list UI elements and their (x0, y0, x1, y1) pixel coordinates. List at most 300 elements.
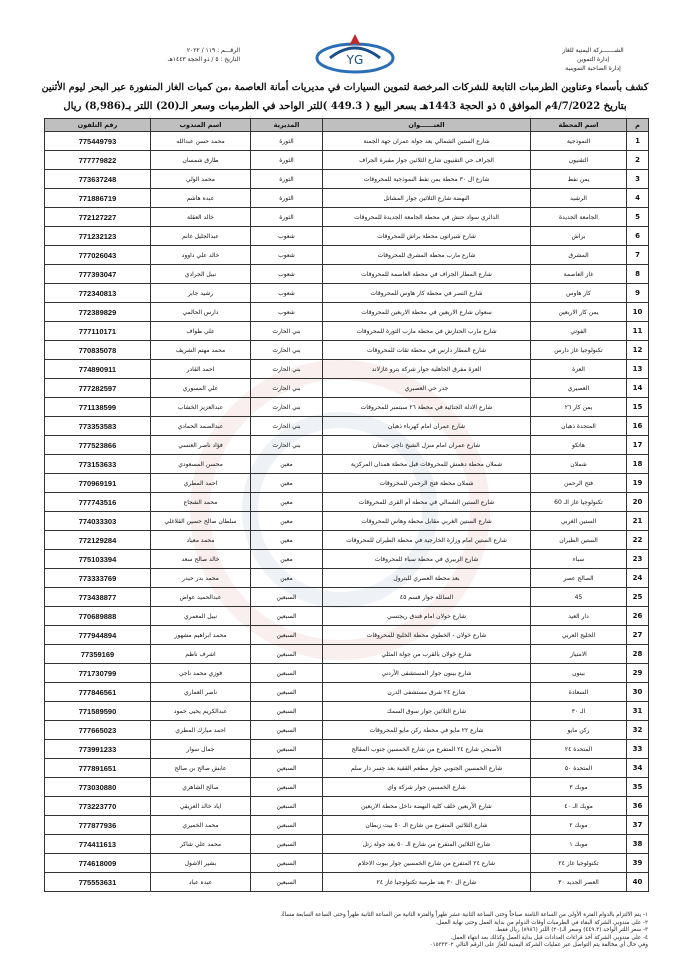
station-address: شارع خولان بالقرب من جولة المثلي (323, 645, 531, 664)
table-row (45, 189, 649, 208)
phone-number: 777743516 (45, 493, 151, 512)
representative-name: نبيل الجرادي (151, 265, 251, 284)
row-index: 10 (627, 303, 649, 322)
station-address: شارع ال ٣٠ بعد طرمبة تكنولوجيا غاز ٢٤ (323, 873, 531, 892)
phone-number: 771589590 (45, 702, 151, 721)
district: معين (251, 531, 323, 550)
row-index: 20 (627, 493, 649, 512)
station-name: المتحدة ٢٤ (531, 740, 627, 759)
station-address: جدر حي العصيري (323, 379, 531, 398)
row-index: 7 (627, 246, 649, 265)
district: شعوب (251, 303, 323, 322)
footnotes (44, 912, 648, 950)
station-address: شارع الادلة الجنائية في محطة ٢٦ سبتمبر للمحروقات (323, 398, 531, 417)
table-row (45, 474, 649, 493)
station-name: موبك ٢ (531, 816, 627, 835)
district: السبعين (251, 797, 323, 816)
station-name: الخليج العربي (531, 626, 627, 645)
station-name: فتح الرحمن (531, 474, 627, 493)
phone-number: 775449793 (45, 132, 151, 151)
station-address: شارع الستين الغربي مقابل محطة وهاس للمحروقات (323, 512, 531, 531)
company-header (538, 46, 648, 73)
row-index: 30 (627, 683, 649, 702)
representative-name: جمال سوار (151, 740, 251, 759)
station-name: الستين الغربي (531, 512, 627, 531)
representative-name: ناصر العماري (151, 683, 251, 702)
table-row (45, 322, 649, 341)
district: شعوب (251, 246, 323, 265)
representative-name: عابش صالح بن صالح (151, 759, 251, 778)
station-address: شارع المطار الجراف في محطة العاصمة للمحروقات (323, 265, 531, 284)
table-row (45, 512, 649, 531)
row-index: 40 (627, 873, 649, 892)
station-address: شارع عمران امام كهرباء ذهبان (323, 417, 531, 436)
row-index: 36 (627, 797, 649, 816)
representative-name: محمد ابراهيم مشهور (151, 626, 251, 645)
district: السبعين (251, 588, 323, 607)
row-index: 8 (627, 265, 649, 284)
station-name: التموذجية (531, 132, 627, 151)
table-row (45, 398, 649, 417)
phone-number: 777891651 (45, 759, 151, 778)
representative-name: رشيد جابر (151, 284, 251, 303)
representative-name: خالد علي داوود (151, 246, 251, 265)
representative-name: خالد صالح سعد (151, 550, 251, 569)
station-address: شارع الزبيري في محطة سباء للمحروقات (323, 550, 531, 569)
station-name: العصر الجديد ٣٠ (531, 873, 627, 892)
table-row (45, 455, 649, 474)
station-name: موبك ٣ (531, 778, 627, 797)
district: بني الحارث (251, 379, 323, 398)
row-index: 23 (627, 550, 649, 569)
district: الثورة (251, 151, 323, 170)
district: بني الحارث (251, 322, 323, 341)
representative-name: اياد خالد العريقي (151, 797, 251, 816)
phone-number: 775553631 (45, 873, 151, 892)
district: السبعين (251, 645, 323, 664)
company-name: الشـــــــركة اليمنية للغاز (562, 47, 624, 54)
document-title: كشف بأسماء وعناوين الطرمبات التابعة للشركات المرخصة لتموين السيارات في مديريات أمانة العاصمة ،من كميات الغاز المنفورة عبر البحر ليوم الأثنين (41, 82, 649, 93)
row-index: 18 (627, 455, 649, 474)
phone-number: 777026043 (45, 246, 151, 265)
district: معين (251, 455, 323, 474)
station-address: شارع مارب محطة المشرق للمحروقات (323, 246, 531, 265)
department-name: إدارة التموين (576, 56, 610, 63)
station-address: شارع النصر في محطة كار هاوس للمحروقات (323, 284, 531, 303)
row-index: 5 (627, 208, 649, 227)
district: السبعين (251, 759, 323, 778)
table-row (45, 645, 649, 664)
station-name: هاتكو (531, 436, 627, 455)
station-address: شارع الثلاثين جوار سوق السمك (323, 702, 531, 721)
station-address: العزة مفرق الجاهلية جوار شركة يترو غازلاند (323, 360, 531, 379)
district: السبعين (251, 721, 323, 740)
stations-table-body (45, 132, 649, 892)
footnote: ٣- سعر اللتر الواحد (٤٤٩.٣) وسعر الـ(٢٠) اللتر (٨٩٨٦) ريال فقط. (495, 927, 648, 933)
table-row (45, 683, 649, 702)
col-header-representative: اسم المندوب (151, 119, 251, 132)
station-address: شارع الستين الشمالي في محطة أم القرى للمحروقات (323, 493, 531, 512)
row-index: 6 (627, 227, 649, 246)
phone-number: 777393047 (45, 265, 151, 284)
col-header-index: م (627, 119, 649, 132)
district: بني الحارث (251, 360, 323, 379)
station-address: شارع ٢٤ شرق مستشفى الدرن (323, 683, 531, 702)
table-row (45, 531, 649, 550)
station-name: موبك الـ ٤٠ (531, 797, 627, 816)
station-address: الدائري سواد حنش في محطة الجامعة الجديدة للمحروقات (323, 208, 531, 227)
district: السبعين (251, 873, 323, 892)
representative-name: بشير الاشول (151, 854, 251, 873)
representative-name: محمد مهتم الشريف (151, 341, 251, 360)
district: معين (251, 512, 323, 531)
table-row (45, 550, 649, 569)
table-header-row (45, 119, 649, 132)
row-index: 39 (627, 854, 649, 873)
row-index: 32 (627, 721, 649, 740)
district: بني الحارث (251, 398, 323, 417)
row-index: 1 (627, 132, 649, 151)
phone-number: 777944894 (45, 626, 151, 645)
row-index: 4 (627, 189, 649, 208)
station-address: شارع خولان امام فندق ريجنسي (323, 607, 531, 626)
row-index: 28 (627, 645, 649, 664)
phone-number: 771138599 (45, 398, 151, 417)
station-address: النهضة شارع الثلاثين جوار المشاتل (323, 189, 531, 208)
station-address: شارع الخمسين الجنوبي جوار مطعم القفية بعد جسر دار سلم (323, 759, 531, 778)
representative-name: محمد بدر حيدر (151, 569, 251, 588)
row-index: 11 (627, 322, 649, 341)
representative-name: دارس الحالمي (151, 303, 251, 322)
table-row (45, 607, 649, 626)
district: الثورة (251, 189, 323, 208)
row-index: 3 (627, 170, 649, 189)
footnote: ٢- على مندوبي الشركة البقاء في الطرمبات أوقات الدوام من بداية العمل وحتى نهاية العمل. (435, 919, 648, 926)
row-index: 29 (627, 664, 649, 683)
row-index: 13 (627, 360, 649, 379)
sub-department-name: إدارة الصاحبة التموينية (565, 65, 621, 72)
phone-number: 774411613 (45, 835, 151, 854)
table-row (45, 778, 649, 797)
row-index: 15 (627, 398, 649, 417)
company-logo-icon (300, 28, 410, 78)
table-row (45, 759, 649, 778)
table-row (45, 417, 649, 436)
phone-number: 771730799 (45, 664, 151, 683)
station-name: العزة (531, 360, 627, 379)
row-index: 33 (627, 740, 649, 759)
station-address: سعوان شارع الاربعين في محطة الاربعين للمحروقات (323, 303, 531, 322)
district: شعوب (251, 227, 323, 246)
district: بني الحارث (251, 417, 323, 436)
station-name: الـ ٣٠ (531, 702, 627, 721)
phone-number: 773223770 (45, 797, 151, 816)
district: السبعين (251, 740, 323, 759)
table-row (45, 208, 649, 227)
representative-name: عبدالصمد الحمادي (151, 417, 251, 436)
station-address: شارع الثلاثين المتفرع من شارع الـ ٥٠ بعد جولة رتل (323, 835, 531, 854)
table-row (45, 265, 649, 284)
table-row (45, 626, 649, 645)
representative-name: محسن المسعودي (151, 455, 251, 474)
table-row (45, 835, 649, 854)
representative-name: احمد مبارك المطري (151, 721, 251, 740)
table-row (45, 816, 649, 835)
table-row (45, 721, 649, 740)
row-index: 27 (627, 626, 649, 645)
table-row (45, 873, 649, 892)
col-header-phone: رقم التلفون (45, 119, 151, 132)
station-name: غاز العاصمة (531, 265, 627, 284)
representative-name: صالح الشاهري (151, 778, 251, 797)
district: الثورة (251, 132, 323, 151)
table-row (45, 303, 649, 322)
station-address: السائلة جوار قسم ٤٥ (323, 588, 531, 607)
district: السبعين (251, 835, 323, 854)
station-address: شارع ال ٣٠ محطة يمن نفط النموذجية للمحروقات (323, 170, 531, 189)
station-address: الجراف حي التقنيون شارع الثلاثين جوار مقبرة الجراف (323, 151, 531, 170)
document-reference (140, 46, 240, 64)
footnote: ٤- على مندوبي الشركة أخذ قراءات العدادات قبل بداية العمل وكذلك بعد انتهاء العمل. (450, 934, 648, 941)
representative-name: علي المسوري (151, 379, 251, 398)
representative-name: عبدالجليل غانم (151, 227, 251, 246)
station-address: شارع شيراتون محطة براش للمحروقات (323, 227, 531, 246)
district: السبعين (251, 607, 323, 626)
table-row (45, 341, 649, 360)
row-index: 22 (627, 531, 649, 550)
station-name: تكنولوجيا غاز ٢٤ (531, 854, 627, 873)
phone-number: 771232123 (45, 227, 151, 246)
district: شعوب (251, 265, 323, 284)
district: السبعين (251, 778, 323, 797)
table-row (45, 854, 649, 873)
phone-number: 77359169 (45, 645, 151, 664)
station-address: شارع بينون جوار المستشفى الأردني (323, 664, 531, 683)
station-address: شارع الأربعين خلف كلية النهضة داخل محطة الاربعين (323, 797, 531, 816)
phone-number: 774618009 (45, 854, 151, 873)
station-name: سباء (531, 550, 627, 569)
station-address: شارع الستين امام وزارة الخارجية في محطة الطيران للمحروقات (323, 531, 531, 550)
col-header-station: اسم المحطة (531, 119, 627, 132)
station-name: المتحدة ٥٠ (531, 759, 627, 778)
station-address: الأصبحي شارع ٢٤ المتفرع من شارع الخمسين جنوب المقالح (323, 740, 531, 759)
representative-name: فوزي محمد ناجي (151, 664, 251, 683)
station-address: شارع الخمسين جوار شركة واي (323, 778, 531, 797)
station-name: دار العيد (531, 607, 627, 626)
station-name: براش (531, 227, 627, 246)
phone-number: 773353583 (45, 417, 151, 436)
station-name: الستين الطيران (531, 531, 627, 550)
table-row (45, 379, 649, 398)
document-subtitle: بتاريخ 4/7/2022م الموافق ٥ ذو الحجة 1443هـ بسعر البيع ( 449.3 )للتر الواحد في الطرمبات وسعر الـ(20) اللتر بـ(8,986) ريال (63, 101, 627, 112)
representative-name: فؤاد ناصر العنسي (151, 436, 251, 455)
station-name: الفوتي (531, 322, 627, 341)
col-header-district: المديرية (251, 119, 323, 132)
table-row (45, 664, 649, 683)
row-index: 24 (627, 569, 649, 588)
row-index: 35 (627, 778, 649, 797)
table-row (45, 740, 649, 759)
district: معين (251, 493, 323, 512)
phone-number: 770969191 (45, 474, 151, 493)
row-index: 37 (627, 816, 649, 835)
phone-number: 773333769 (45, 569, 151, 588)
district: بني الحارث (251, 341, 323, 360)
station-address: شارع المطار دارس في محطة ثقات للمحروقات (323, 341, 531, 360)
phone-number: 774890911 (45, 360, 151, 379)
representative-name: عبدالكريم يحيى حمود (151, 702, 251, 721)
row-index: 34 (627, 759, 649, 778)
station-name: الصالح عصر (531, 569, 627, 588)
row-index: 21 (627, 512, 649, 531)
phone-number: 772389829 (45, 303, 151, 322)
phone-number: 777846561 (45, 683, 151, 702)
phone-number: 772127227 (45, 208, 151, 227)
station-name: التقنيون (531, 151, 627, 170)
district: السبعين (251, 816, 323, 835)
station-name: موبك ١ (531, 835, 627, 854)
station-address: شملان محطة فتح الرحمن للمحروقات (323, 474, 531, 493)
table-row (45, 151, 649, 170)
representative-name: محمد الشجاع (151, 493, 251, 512)
row-index: 16 (627, 417, 649, 436)
representative-name: عبدالحميد عواض (151, 588, 251, 607)
representative-name: محمد حسن عبدالله (151, 132, 251, 151)
station-name: كار هاوس (531, 284, 627, 303)
representative-name: نبيل المعمري (151, 607, 251, 626)
phone-number: 777282597 (45, 379, 151, 398)
representative-name: عبدالعزيز الخشاب (151, 398, 251, 417)
representative-name: احمد المطري (151, 474, 251, 493)
table-row (45, 436, 649, 455)
phone-number: 777523866 (45, 436, 151, 455)
station-name: تكنولوجيا غاز الـ 60 (531, 493, 627, 512)
station-name: المشرق (531, 246, 627, 265)
representative-name: خالد العقلة (151, 208, 251, 227)
station-name: ركن مايو (531, 721, 627, 740)
station-name: السعادة (531, 683, 627, 702)
table-row (45, 797, 649, 816)
representative-name: محمد معياد (151, 531, 251, 550)
table-row (45, 284, 649, 303)
phone-number: 773637248 (45, 170, 151, 189)
reference-number: الرقـــم : ١١٩ / ٢٠٢٢ (186, 47, 240, 54)
station-name: الجامعة الجديدة (531, 208, 627, 227)
station-name: يمن كار الاربعين (531, 303, 627, 322)
phone-number: 777779822 (45, 151, 151, 170)
footnote: وفي حال أي مخالفة يتم التواصل عبر عمليات الشركة اليمنية للغاز على الرقم التالي ٠١٥٣٣٣٠٢ (429, 942, 648, 948)
table-row (45, 588, 649, 607)
district: معين (251, 550, 323, 569)
table-row (45, 170, 649, 189)
row-index: 14 (627, 379, 649, 398)
table-row (45, 227, 649, 246)
table-row (45, 493, 649, 512)
row-index: 17 (627, 436, 649, 455)
col-header-address: العنــــــوان (323, 119, 531, 132)
representative-name: اشرف ناظم (151, 645, 251, 664)
station-address: شارع خولان - الخطوي محطة الخليج للمحروقات (323, 626, 531, 645)
table-row (45, 246, 649, 265)
phone-number: 770689888 (45, 607, 151, 626)
representative-name: عبده عباد (151, 873, 251, 892)
table-row (45, 132, 649, 151)
station-name: تكنولوجيا غاز دارس (531, 341, 627, 360)
station-address: شارع عمران امام منزل الشيخ ناجي جمعان (323, 436, 531, 455)
footnote: ١- يتم الالتزام بالدوام الفترة الأولى من الساعة الثامنة صباحاً وحتى الساعة الثانية عشر ظهراً والفترة الثانية من الساعة الثانية ظهراً وحتى الساعة السابعة مساءً. (280, 912, 648, 918)
row-index: 26 (627, 607, 649, 626)
phone-number: 773438877 (45, 588, 151, 607)
table-row (45, 360, 649, 379)
phone-number: 777877936 (45, 816, 151, 835)
district: معين (251, 569, 323, 588)
station-name: شملان (531, 455, 627, 474)
district: بني الحارث (251, 436, 323, 455)
district: السبعين (251, 683, 323, 702)
row-index: 2 (627, 151, 649, 170)
station-name: المتحدة ذهبان (531, 417, 627, 436)
row-index: 31 (627, 702, 649, 721)
row-index: 9 (627, 284, 649, 303)
phone-number: 772129284 (45, 531, 151, 550)
station-address: شملان محطة دهمش للمحروقات قبل محطة همدان المركزية (323, 455, 531, 474)
phone-number: 773991233 (45, 740, 151, 759)
district: الثورة (251, 170, 323, 189)
station-name: 45 (531, 588, 627, 607)
station-address: بعد محطة العصري للبترول (323, 569, 531, 588)
station-address: شارع ٢٤ المتفرع من شارع الخمسين جوار بيوت الاحلام (323, 854, 531, 873)
district: شعوب (251, 284, 323, 303)
row-index: 12 (627, 341, 649, 360)
station-name: الامتياز (531, 645, 627, 664)
station-name: يمن نفط (531, 170, 627, 189)
phone-number: 777665023 (45, 721, 151, 740)
phone-number: 770835078 (45, 341, 151, 360)
district: السبعين (251, 664, 323, 683)
phone-number: 773030880 (45, 778, 151, 797)
phone-number: 772340813 (45, 284, 151, 303)
row-index: 19 (627, 474, 649, 493)
district: السبعين (251, 854, 323, 873)
station-address: شارع الثلاثين المتفرع من شارع الـ ٥٠ بيت زبطان (323, 816, 531, 835)
phone-number: 773153633 (45, 455, 151, 474)
row-index: 25 (627, 588, 649, 607)
table-row (45, 702, 649, 721)
representative-name: علي طواف (151, 322, 251, 341)
row-index: 38 (627, 835, 649, 854)
reference-date: التاريخ : ٥ / ذو الحجة ١٤٤٣هـ (167, 56, 240, 63)
district: السبعين (251, 626, 323, 645)
phone-number: 774033303 (45, 512, 151, 531)
station-address: شارع مارب الحتارش في محطة مارب الثورة للمحروقات (323, 322, 531, 341)
representative-name: طارق شمسان (151, 151, 251, 170)
table-row (45, 569, 649, 588)
representative-name: احمد القادر (151, 360, 251, 379)
representative-name: عبده هاشم (151, 189, 251, 208)
district: الثورة (251, 208, 323, 227)
station-address: شارع الستين الشمالي بعد جولة عمران جهة الجمنة (323, 132, 531, 151)
district: السبعين (251, 702, 323, 721)
phone-number: 777110171 (45, 322, 151, 341)
station-name: يمن كار ٢٦ (531, 398, 627, 417)
representative-name: محمد علي شاكر (151, 835, 251, 854)
station-name: بينون (531, 664, 627, 683)
svg-text:YG: YG (346, 53, 364, 67)
representative-name: محمد الخميري (151, 816, 251, 835)
phone-number: 775103394 (45, 550, 151, 569)
stations-table (44, 118, 649, 892)
representative-name: محمد الولي (151, 170, 251, 189)
